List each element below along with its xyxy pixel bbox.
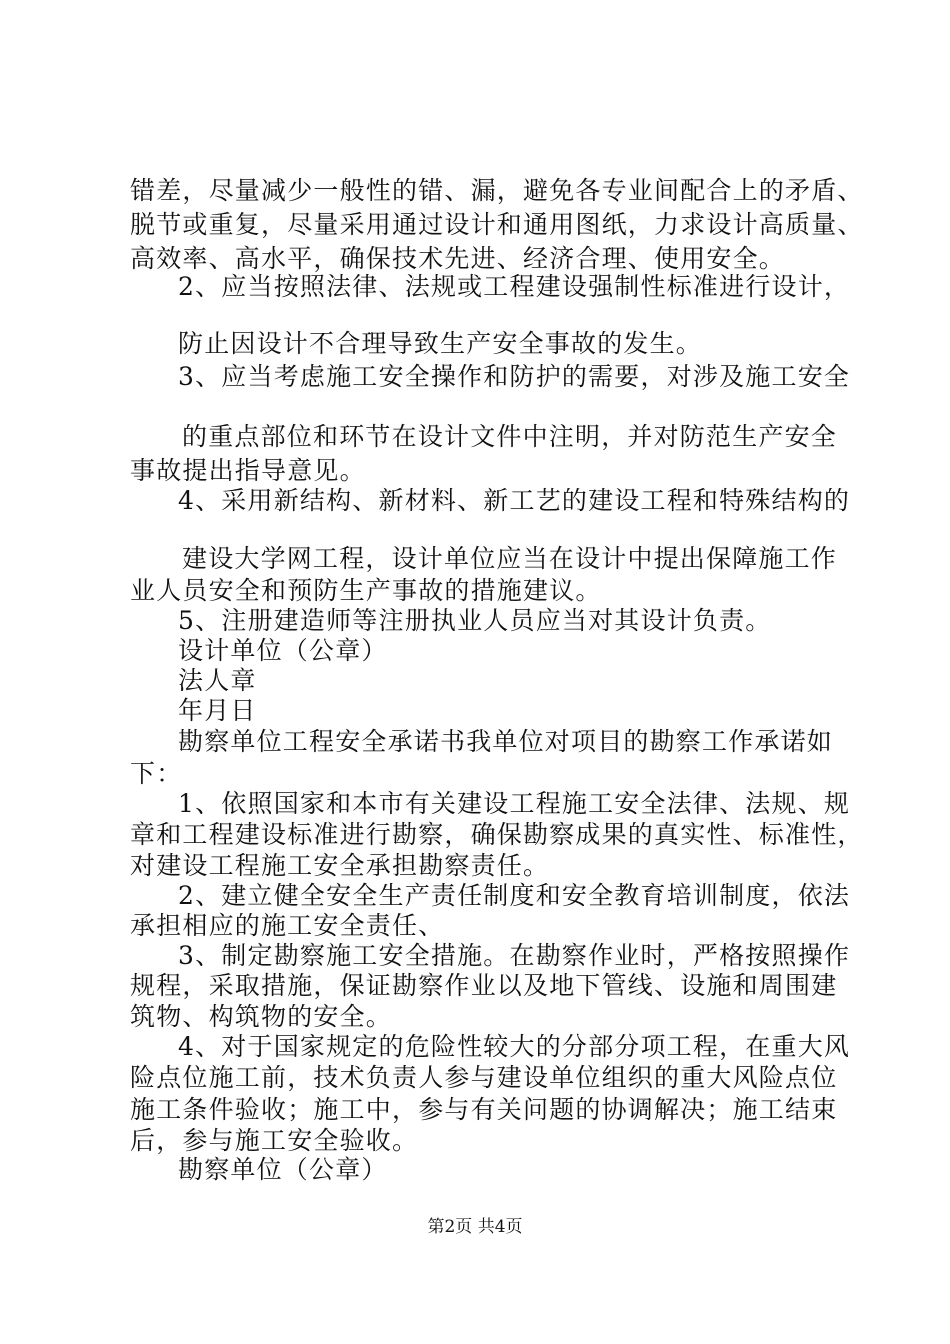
text-line: 规程，采取措施，保证勘察作业以及地下管线、设施和周围建 [130,971,838,1000]
text-line: 后，参与施工安全验收。 [130,1126,419,1155]
text-line: 2、建立健全安全生产责任制度和安全教育培训制度，依法 [178,881,851,910]
text-line: 2、应当按照法律、法规或工程建设强制性标准进行设计， [178,272,851,301]
text-line: 勘察单位工程安全承诺书我单位对项目的勘察工作承诺如 [178,727,834,756]
text-line: 下： [130,759,183,788]
text-line: 设计单位（公章） [178,636,388,665]
text-line: 年月日 [178,696,257,725]
text-line: 业人员安全和预防生产事故的措施建议。 [130,576,602,605]
text-line: 脱节或重复，尽量采用通过设计和通用图纸，力求设计高质量、 [130,210,864,239]
text-line: 1、依照国家和本市有关建设工程施工安全法律、法规、规 [178,789,851,818]
text-line: 3、应当考虑施工安全操作和防护的需要，对涉及施工安全 [178,362,851,391]
text-line: 法人章 [178,666,257,695]
page-number-footer: 第2页 共4页 [427,1217,523,1237]
text-line: 施工条件验收；施工中，参与有关问题的协调解决；施工结束 [130,1095,838,1124]
text-line: 筑物、构筑物的安全。 [130,1002,393,1031]
text-line: 高效率、高水平，确保技术先进、经济合理、使用安全。 [130,244,786,273]
text-line: 建设大学网工程，设计单位应当在设计中提出保障施工作 [182,544,838,573]
text-line: 防止因设计不合理导致生产安全事故的发生。 [178,329,703,358]
text-line: 5、注册建造师等注册执业人员应当对其设计负责。 [178,606,772,635]
text-line: 的重点部位和环节在设计文件中注明，并对防范生产安全 [182,422,838,451]
text-line: 对建设工程施工安全承担勘察责任。 [130,851,550,880]
text-line: 3、制定勘察施工安全措施。在勘察作业时，严格按照操作 [178,941,851,970]
text-line: 4、采用新结构、新材料、新工艺的建设工程和特殊结构的 [178,486,851,515]
text-line: 险点位施工前，技术负责人参与建设单位组织的重大风险点位 [130,1063,838,1092]
text-line: 事故提出指导意见。 [130,456,366,485]
text-line: 承担相应的施工安全责任、 [130,911,445,940]
text-line: 错差，尽量减少一般性的错、漏，避免各专业间配合上的矛盾、 [130,176,864,205]
text-line: 4、对于国家规定的危险性较大的分部分项工程，在重大风 [178,1032,851,1061]
text-line: 勘察单位（公章） [178,1155,388,1184]
text-line: 章和工程建设标准进行勘察，确保勘察成果的真实性、标准性， [130,820,864,849]
